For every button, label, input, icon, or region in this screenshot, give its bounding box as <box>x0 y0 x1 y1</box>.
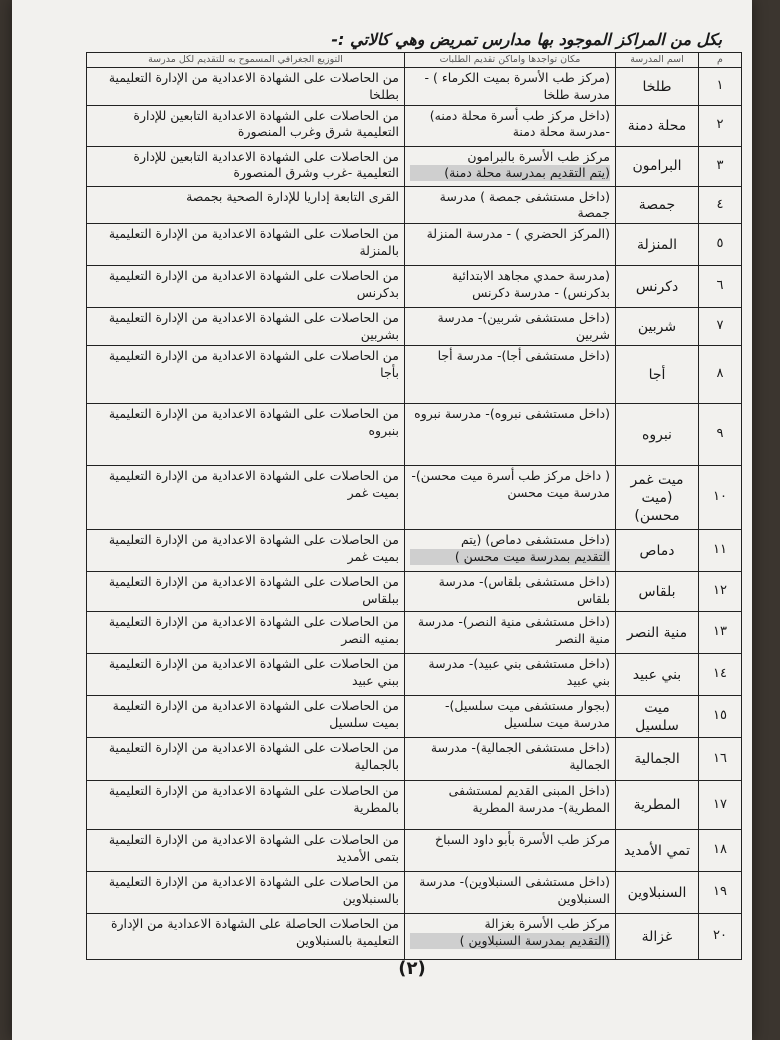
school-name-text: غزالة <box>641 928 673 945</box>
location-text: مركز طب الأسرة بالبرامون <box>467 148 610 164</box>
row-number-cell <box>699 105 742 146</box>
location-cell <box>405 224 616 266</box>
page-number: (٢) <box>398 958 426 979</box>
location-cell <box>405 530 616 572</box>
geographic-scope-cell <box>87 872 405 914</box>
school-name-text: بلقاس <box>638 583 676 600</box>
location-cell <box>405 696 616 738</box>
location-text: مركز طب الأسرة بغزالة <box>484 916 610 932</box>
highlighted-application-note: (التقديم بمدرسة السنبلاوين ) <box>410 933 610 949</box>
location-cell <box>405 738 616 781</box>
school-name-cell <box>616 266 699 308</box>
school-name-cell <box>616 68 699 106</box>
table-header-row <box>87 53 742 68</box>
geographic-scope-text: من الحاصلات على الشهادة الاعدادية من الإدارة التعليمية بالمطرية <box>108 783 399 815</box>
row-number-cell <box>699 346 742 404</box>
location-cell <box>405 404 616 466</box>
row-number-text: ١٩ <box>713 884 727 900</box>
table-row <box>87 224 742 266</box>
geographic-scope-cell <box>87 346 405 404</box>
row-number-cell <box>699 530 742 572</box>
row-number-text: ١٣ <box>713 624 727 640</box>
location-cell <box>405 146 616 186</box>
geographic-scope-text: من الحاصلات على الشهادة الاعدادية من الإدارة التعليمية بشربين <box>108 310 399 342</box>
geographic-scope-cell <box>87 830 405 872</box>
school-name-cell <box>616 186 699 224</box>
row-number-cell <box>699 872 742 914</box>
table-row <box>87 872 742 914</box>
school-name-cell <box>616 346 699 404</box>
location-text: (المركز الحضري ) - مدرسة المنزلة <box>426 226 610 242</box>
school-name-text: البرامون <box>632 158 682 175</box>
row-number-cell <box>699 830 742 872</box>
location-cell <box>405 914 616 960</box>
row-number-text: ١٦ <box>713 750 727 766</box>
geographic-scope-text: من الحاصلات على الشهادة الاعدادية من الإدارة التعليمية بالسنبلاوين <box>108 874 399 906</box>
location-text: (داخل مستشفى بني عبيد)- مدرسة بني عبيد <box>428 656 610 688</box>
row-number-cell <box>699 266 742 308</box>
table-row <box>87 186 742 224</box>
school-name-text: الجمالية <box>634 751 680 768</box>
school-name-text: دكرنس <box>635 278 679 295</box>
highlighted-application-note: التقديم بمدرسة ميت محسن ) <box>410 549 610 565</box>
geographic-scope-cell <box>87 781 405 830</box>
row-number-cell <box>699 146 742 186</box>
section-heading: بكل من المراكز الموجود بها مدارس تمريض وهي كالاتي :- <box>331 30 722 49</box>
location-cell <box>405 612 616 654</box>
school-name-cell <box>616 830 699 872</box>
location-text: (بجوار مستشفى ميت سلسيل)- مدرسة ميت سلسيل <box>445 698 610 730</box>
nursing-schools-table <box>86 52 742 960</box>
table-row <box>87 308 742 346</box>
row-number-text: ١٢ <box>713 583 727 599</box>
table-row <box>87 654 742 696</box>
table-row <box>87 68 742 106</box>
table-body <box>87 68 742 960</box>
location-text: (داخل المبنى القديم لمستشفى المطرية)- مدرسة المطرية <box>448 783 610 815</box>
location-text: (داخل مركز طب أسرة محلة دمنه) -مدرسة محلة دمنة <box>429 107 610 140</box>
school-name-text: محلة دمنة <box>627 117 687 134</box>
location-cell <box>405 572 616 612</box>
row-number-cell <box>699 404 742 466</box>
location-cell <box>405 266 616 308</box>
geographic-scope-cell <box>87 404 405 466</box>
row-number-cell <box>699 781 742 830</box>
geographic-scope-text: من الحاصلات على الشهادة الاعدادية من الإدارة التعليمية ببلقاس <box>108 574 399 606</box>
highlighted-application-note: (يتم التقديم بمدرسة محلة دمنة) <box>410 165 610 181</box>
row-number-text: ٩ <box>716 426 724 442</box>
row-number-text: ١٠ <box>713 489 727 505</box>
row-number-cell <box>699 224 742 266</box>
row-number-text: ٦ <box>716 278 724 294</box>
school-name-cell <box>616 146 699 186</box>
location-cell <box>405 105 616 146</box>
geographic-scope-cell <box>87 914 405 960</box>
document-page <box>12 0 752 1040</box>
table-row <box>87 530 742 572</box>
school-name-cell <box>616 224 699 266</box>
geographic-scope-text: من الحاصلات على الشهادة الاعدادية من الإدارة التعليمية بتمى الأمديد <box>108 832 399 864</box>
location-text: ( داخل مركز طب أسرة ميت محسن)- مدرسة ميت محسن <box>411 468 610 500</box>
table-row <box>87 738 742 781</box>
school-name-text: ميت سلسيل <box>635 699 679 734</box>
geographic-scope-text: القرى التابعة إداريا للإدارة الصحية بجمصة <box>186 188 399 204</box>
row-number-text: ١ <box>716 78 724 94</box>
row-number-text: ٧ <box>716 318 724 334</box>
geographic-scope-cell <box>87 572 405 612</box>
school-name-text: نبروه <box>642 426 672 443</box>
table-row <box>87 914 742 960</box>
location-cell <box>405 68 616 106</box>
school-name-text: السنبلاوين <box>627 884 687 901</box>
location-cell <box>405 830 616 872</box>
row-number-text: ٢ <box>716 117 724 133</box>
school-name-text: تمي الأمديد <box>623 842 691 859</box>
location-text: (مدرسة حمدي مجاهد الابتدائية بدكرنس) - مدرسة دكرنس <box>451 268 610 300</box>
school-name-cell <box>616 872 699 914</box>
geographic-scope-cell <box>87 266 405 308</box>
school-name-cell <box>616 738 699 781</box>
geographic-scope-text: من الحاصلات على الشهادة الاعدادية من الإدارة التعليمية بطلخا <box>108 70 399 102</box>
row-number-cell <box>699 738 742 781</box>
geographic-scope-cell <box>87 308 405 346</box>
school-name-text: أجا <box>648 366 666 383</box>
table-row <box>87 266 742 308</box>
row-number-text: ٣ <box>716 157 724 173</box>
location-cell <box>405 466 616 530</box>
school-name-text: بني عبيد <box>632 666 682 683</box>
school-name-cell <box>616 404 699 466</box>
row-number-text: ١٤ <box>713 666 727 682</box>
location-text: (مركز طب الأسرة بميت الكرماء ) - مدرسة طلخا <box>424 70 610 102</box>
school-name-cell <box>616 466 699 530</box>
geographic-scope-text: من الحاصلات الحاصلة على الشهادة الاعدادية من الإدارة التعليمية بالسنبلاوين <box>110 916 399 948</box>
row-number-cell <box>699 612 742 654</box>
school-name-cell <box>616 612 699 654</box>
row-number-text: ٥ <box>716 236 724 252</box>
row-number-cell <box>699 308 742 346</box>
location-text: (داخل مستشفى دماص) (يتم <box>460 532 610 548</box>
location-cell <box>405 308 616 346</box>
row-number-cell <box>699 696 742 738</box>
row-number-text: ٤ <box>716 196 724 212</box>
table-row <box>87 572 742 612</box>
geographic-scope-text: من الحاصلات على الشهادة الاعدادية من الإدارة التعليمية بالمنزلة <box>108 226 399 258</box>
geographic-scope-text: من الحاصلات على الشهادة الاعدادية من الإدارة التعليمية بنبروه <box>108 406 399 438</box>
geographic-scope-text: من الحاصلات على الشهادة الاعدادية من الإدارة التعليمية بالجمالية <box>108 740 399 772</box>
header-school: اسم المدرسة <box>616 53 699 68</box>
geographic-scope-text: من الحاصلات على الشهادة الاعدادية من الإدارة التعليمية بأجا <box>108 348 399 380</box>
geographic-scope-cell <box>87 612 405 654</box>
location-text: (داخل مستشفى الجمالية)- مدرسة الجمالية <box>430 740 610 772</box>
geographic-scope-cell <box>87 146 405 186</box>
school-name-text: منية النصر <box>626 624 688 641</box>
location-text: (داخل مستشفى نبروه)- مدرسة نبروه <box>414 406 610 422</box>
row-number-text: ١٥ <box>713 708 727 724</box>
location-cell <box>405 781 616 830</box>
location-text: (داخل مستشفى منية النصر)- مدرسة منية النصر <box>417 614 610 646</box>
geographic-scope-text: من الحاصلات على الشهادة الاعدادية من الإدارة التعليمية بدكرنس <box>108 268 399 300</box>
school-name-cell <box>616 105 699 146</box>
geographic-scope-cell <box>87 696 405 738</box>
school-name-text: جمصة <box>638 197 676 213</box>
header-place: مكان تواجدها واماكن تقديم الطلبات <box>405 53 616 68</box>
school-name-cell <box>616 781 699 830</box>
geographic-scope-cell <box>87 466 405 530</box>
row-number-cell <box>699 186 742 224</box>
location-cell <box>405 186 616 224</box>
geographic-scope-text: من الحاصلات على الشهادة الاعدادية من الإدارة التعليمية ببني عبيد <box>108 656 399 688</box>
row-number-text: ٨ <box>716 366 724 382</box>
location-text: (داخل مستشفى بلقاس)- مدرسة بلقاس <box>438 574 610 606</box>
header-geo: التوزيع الجغرافي المسموح به للتقديم لكل مدرسة <box>87 53 405 68</box>
location-cell <box>405 346 616 404</box>
location-text: (داخل مستشفى السنبلاوين)- مدرسة السنبلاوين <box>419 874 610 906</box>
location-text: (داخل مستشفى أجا)- مدرسة أجا <box>437 348 610 364</box>
location-text: (داخل مستشفى شربين)- مدرسة شربين <box>437 310 610 342</box>
header-number: م <box>699 53 742 68</box>
row-number-cell <box>699 914 742 960</box>
geographic-scope-text: من الحاصلات على الشهادة الاعدادية من الإدارة التعليمة بميت سلسيل <box>112 698 399 730</box>
row-number-cell <box>699 654 742 696</box>
table-row <box>87 404 742 466</box>
table-row <box>87 346 742 404</box>
geographic-scope-cell <box>87 530 405 572</box>
table-row <box>87 830 742 872</box>
geographic-scope-cell <box>87 68 405 106</box>
school-name-cell <box>616 308 699 346</box>
school-name-text: شربين <box>637 318 677 335</box>
school-name-cell <box>616 572 699 612</box>
table-row <box>87 466 742 530</box>
row-number-cell <box>699 466 742 530</box>
school-name-text: المنزلة <box>637 236 677 253</box>
table-row <box>87 696 742 738</box>
geographic-scope-text: من الحاصلات على الشهادة الاعدادية التابعين للإدارة التعليمية -غرب وشرق المنصورة <box>133 148 399 181</box>
geographic-scope-text: من الحاصلات على الشهادة الاعدادية من الإدارة التعليمية بميت غمر <box>108 468 399 500</box>
row-number-cell <box>699 68 742 106</box>
table-row <box>87 146 742 186</box>
school-name-cell <box>616 696 699 738</box>
location-text: مركز طب الأسرة بأبو داود السباخ <box>435 832 610 848</box>
location-text: (داخل مستشفى جمصة ) مدرسة جمصة <box>439 188 610 221</box>
geographic-scope-cell <box>87 105 405 146</box>
school-name-text: ميت غمر (ميت محسن) <box>630 471 684 524</box>
row-number-text: ١٨ <box>713 842 727 858</box>
location-cell <box>405 872 616 914</box>
geographic-scope-cell <box>87 654 405 696</box>
school-name-text: دماص <box>639 542 675 559</box>
location-cell <box>405 654 616 696</box>
row-number-text: ١٧ <box>713 796 727 812</box>
geographic-scope-cell <box>87 224 405 266</box>
geographic-scope-cell <box>87 738 405 781</box>
table-row <box>87 105 742 146</box>
row-number-cell <box>699 572 742 612</box>
table-row <box>87 612 742 654</box>
school-name-cell <box>616 914 699 960</box>
school-name-cell <box>616 654 699 696</box>
geographic-scope-text: من الحاصلات على الشهادة الاعدادية من الإدارة التعليمية بمنيه النصر <box>108 614 399 646</box>
school-name-text: طلخا <box>642 78 672 95</box>
table-row <box>87 781 742 830</box>
geographic-scope-cell <box>87 186 405 224</box>
school-name-cell <box>616 530 699 572</box>
row-number-text: ١١ <box>713 542 727 558</box>
row-number-text: ٢٠ <box>713 928 727 944</box>
geographic-scope-text: من الحاصلات على الشهادة الاعدادية من الإدارة التعليمية بميت غمر <box>108 532 399 564</box>
geographic-scope-text: من الحاصلات على الشهادة الاعدادية التابعين للإدارة التعليمية شرق وغرب المنصورة <box>133 107 399 140</box>
school-name-text: المطرية <box>633 797 681 814</box>
